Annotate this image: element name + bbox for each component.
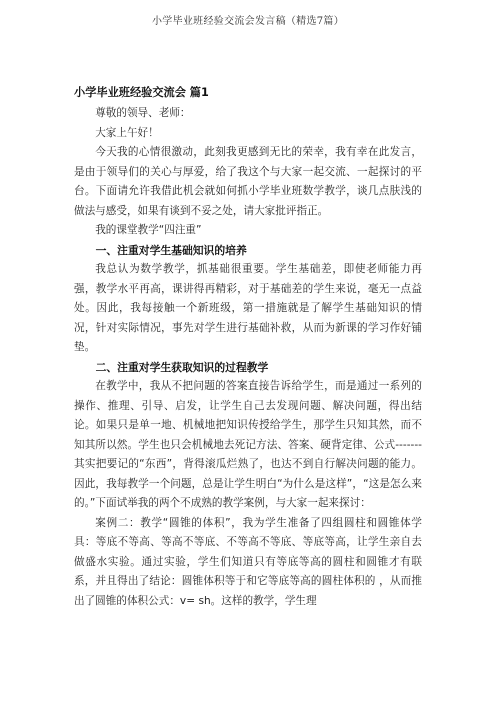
body-paragraph-1: 我总认为数学教学，抓基础很重要。学生基础差，即使老师能力再强，教学水平再高，课讲得再精彩，对于基础差的学生来说，毫无一点益处。因此，我每接触一个新班级，第一措施就是了解学生基础知识的情况，针对实际情况，事先对学生进行基础补救，从而为新课的学习作好铺垫。 (74, 263, 422, 353)
document-header: 小学毕业班经验交流会发言稿（精选7篇） (151, 16, 345, 27)
body-paragraph-3: 案例二：教学“圆锥的体积”，我为学生准备了四组圆柱和圆锥体学具：等底不等高、等高不等底、不等高不等底、等底等高，让学生亲自去做盛水实验。通过实验，学生们知道只有等底等高的圆柱和圆锥才有联系，并且得出了结论：圆锥体积等于和它等底等高的圆柱体积的 ，从而推出了圆锥的体积公式：v= sh。这样的教学，学生理 (74, 516, 422, 607)
body-paragraph-2: 在教学中，我从不把问题的答案直接告诉给学生，而是通过一系列的操作、推理、引导、启发，让学生自己去发现问题、解决问题，得出结论。如果只是单一地、机械地把知识传授给学生，那学生只知其然，而不知其所以然。学生也只会机械地去死记方法、答案、硬背定律、公式-------其实把要记的“东西”，背得滚瓜烂熟了，也达不到自行解决问题的能力。因此，我每教学一个问题，总是让学生明白“为什么是这样”，“这是怎么来的。”下面试举我的两个不成熟的教学案例，与大家一起来探讨： (74, 380, 422, 509)
subheading-2: 二、注重对学生获取知识的过程教学 (95, 360, 269, 374)
document-body (74, 83, 422, 611)
intro-paragraph: 今天我的心情很激动，此刻我更感到无比的荣幸，我有幸在此发言，是由于领导们的关心与厚爱，给了我这个与大家一起交流、一起探讨的平台。下面请允许我借此机会就如何抓小学毕业班数学教学，谈几点肤浅的做法与感受，如果有谈到不妥之处，请大家批评指正。 (74, 146, 422, 217)
greeting-paragraph: 尊敬的领导、老师： (95, 107, 191, 119)
hello-paragraph: 大家上午好！ (95, 126, 159, 139)
section-title: 小学毕业班经验交流会 篇1 (74, 86, 209, 99)
topic-paragraph: 我的课堂教学“四注重” (95, 224, 202, 236)
subheading-1: 一、注重对学生基础知识的培养 (95, 243, 247, 257)
